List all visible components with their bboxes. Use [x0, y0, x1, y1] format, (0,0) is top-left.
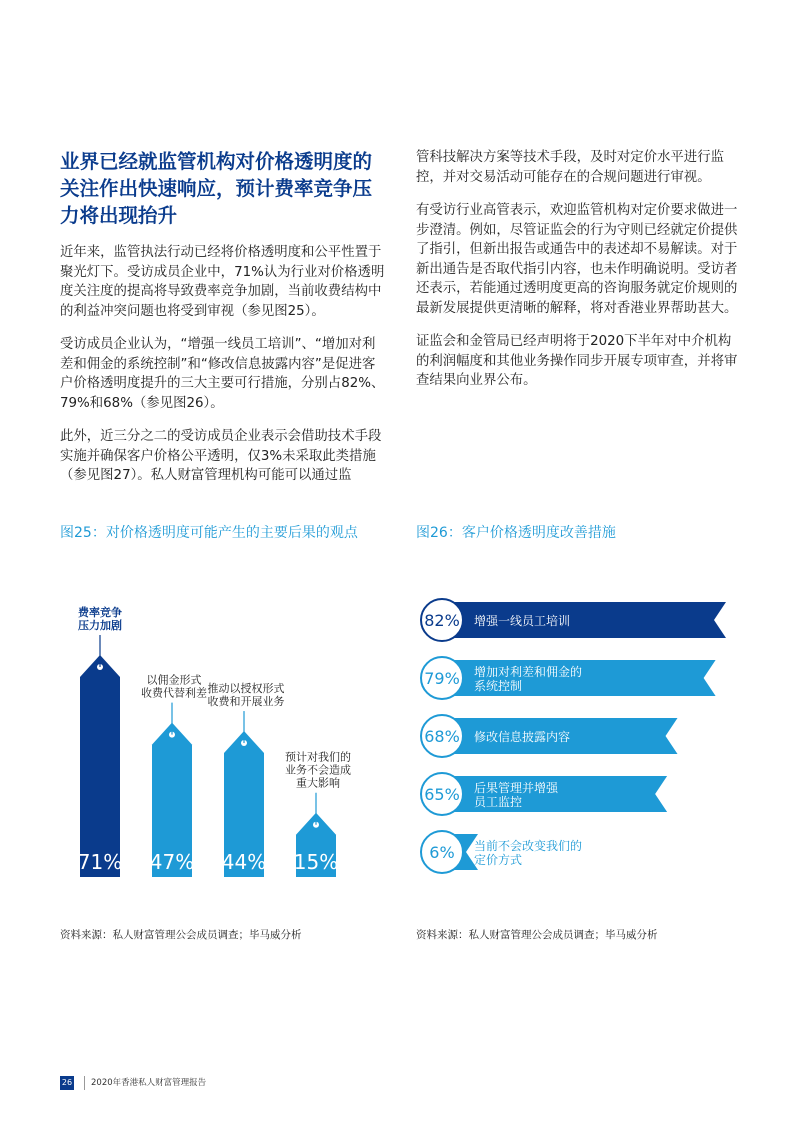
left-paragraph-3: 此外，近三分之二的受访成员企业表示会借助技术手段实施并确保客户价格公平透明，仅3%未采取此类措施（参见图27）。私人财富管理机构可能可以通过监: [60, 429, 382, 483]
hbar-category-label: 增加对利差和佣金的: [474, 665, 583, 679]
hbar-2: [421, 657, 716, 699]
hbar-category-label: 系统控制: [474, 679, 523, 693]
bar-2: [141, 673, 207, 877]
hbar-1: [421, 599, 726, 641]
hbar-value-label: 65%: [424, 785, 460, 804]
bar-value-label: 71%: [77, 850, 123, 874]
bar-category-label: 推动以授权形式: [207, 682, 285, 696]
bar-category-label: 收费和开展业务: [207, 695, 285, 709]
bar-category-label: 费率竞争: [78, 606, 122, 619]
bar-shape: [77, 655, 123, 877]
bar-category-label: 收费代替利差: [141, 686, 207, 700]
hbar-value-label: 79%: [424, 669, 460, 688]
bar-category-label: 业务不会造成: [285, 763, 351, 777]
hbar-value-label: 82%: [424, 611, 460, 630]
right-paragraph-1: 管科技解决方案等技术手段，及时对定价水平进行监控，并对交易活动可能存在的合规问题进行审视。: [416, 150, 724, 185]
figure26-title: 图26：客户价格透明度改善措施: [416, 525, 616, 541]
hbar-category-label: 修改信息披露内容: [474, 730, 571, 744]
hbar-category-label: 当前不会改变我们的: [474, 839, 583, 853]
hbar-category-label: 定价方式: [474, 853, 523, 867]
section-heading: 业界已经就监管机构对价格透明度的关注作出快速响应，预计费率竞争压力将出现抬升: [60, 150, 373, 227]
hbar-value-label: 6%: [429, 843, 455, 862]
left-paragraph-1: 近年来，监管执法行动已经将价格透明度和公平性置于聚光灯下。受访成员企业中，71%认为行业对价格透明度关注度的提高将导致费率竞争加剧，当前收费结构中的利益冲突问题也将受到审视（参见图25）。: [60, 245, 385, 319]
left-column: [60, 148, 388, 500]
bar-value-label: 15%: [293, 850, 339, 874]
hbar-category-label: 增强一线员工培训: [474, 614, 571, 628]
hbar-category-label: 员工监控: [474, 795, 523, 809]
right-paragraph-3: 证监会和金管局已经声明将于2020下半年对中介机构的利润幅度和其他业务操作同步开展专项审查，并将审查结果向业界公布。: [416, 334, 738, 388]
hbar-value-label: 68%: [424, 727, 460, 746]
bar-category-label: 重大影响: [296, 776, 340, 790]
right-paragraph-2: 有受访行业高管表示，欢迎监管机构对定价要求做进一步澄清。例如，尽管证监会的行为守则已经就定价提供了指引，但新出报告或通告中的表述却不易解读。对于新出通告是否取代指引内容，也未作明确说明。受访者还表示，若能通过透明度更高的咨询服务就定价规则的最新发展提供更清晰的解释，将对香港业界帮助甚大。: [416, 203, 738, 316]
right-column: [416, 148, 744, 405]
figure25-title: 图25：对价格透明度可能产生的主要后果的观点: [60, 525, 358, 541]
report-title: 2020年香港私人财富管理报告: [84, 1076, 206, 1090]
hbar-3: [421, 715, 678, 757]
bar-category-label: 压力加剧: [78, 619, 122, 632]
page-number: 26: [60, 1076, 74, 1090]
bar-value-label: 44%: [221, 850, 267, 874]
figure26-source: 资料来源：私人财富管理公会成员调查；毕马威分析: [416, 929, 658, 941]
bar-4: [285, 750, 351, 877]
left-paragraph-2: 受访成员企业认为，“增强一线员工培训”、“增加对利差和佣金的系统控制”和“修改信息披露内容”是促进客户价格透明度提升的三大主要可行措施，分别占82%、79%和68%（参见图26）。: [60, 337, 385, 411]
bar-value-label: 47%: [149, 850, 195, 874]
bar-category-label: 以佣金形式: [146, 673, 202, 687]
hbar-category-label: 后果管理并增强: [474, 781, 559, 795]
hbar-4: [421, 773, 667, 815]
bar-3: [208, 681, 285, 877]
figure25-chart: [60, 580, 380, 880]
bar-1: [78, 605, 122, 877]
bar-category-label: 预计对我们的: [285, 750, 351, 764]
hbar-5: [421, 831, 582, 873]
figure25-source: 资料来源：私人财富管理公会成员调查；毕马威分析: [60, 929, 302, 941]
figure26-chart: [416, 590, 736, 890]
